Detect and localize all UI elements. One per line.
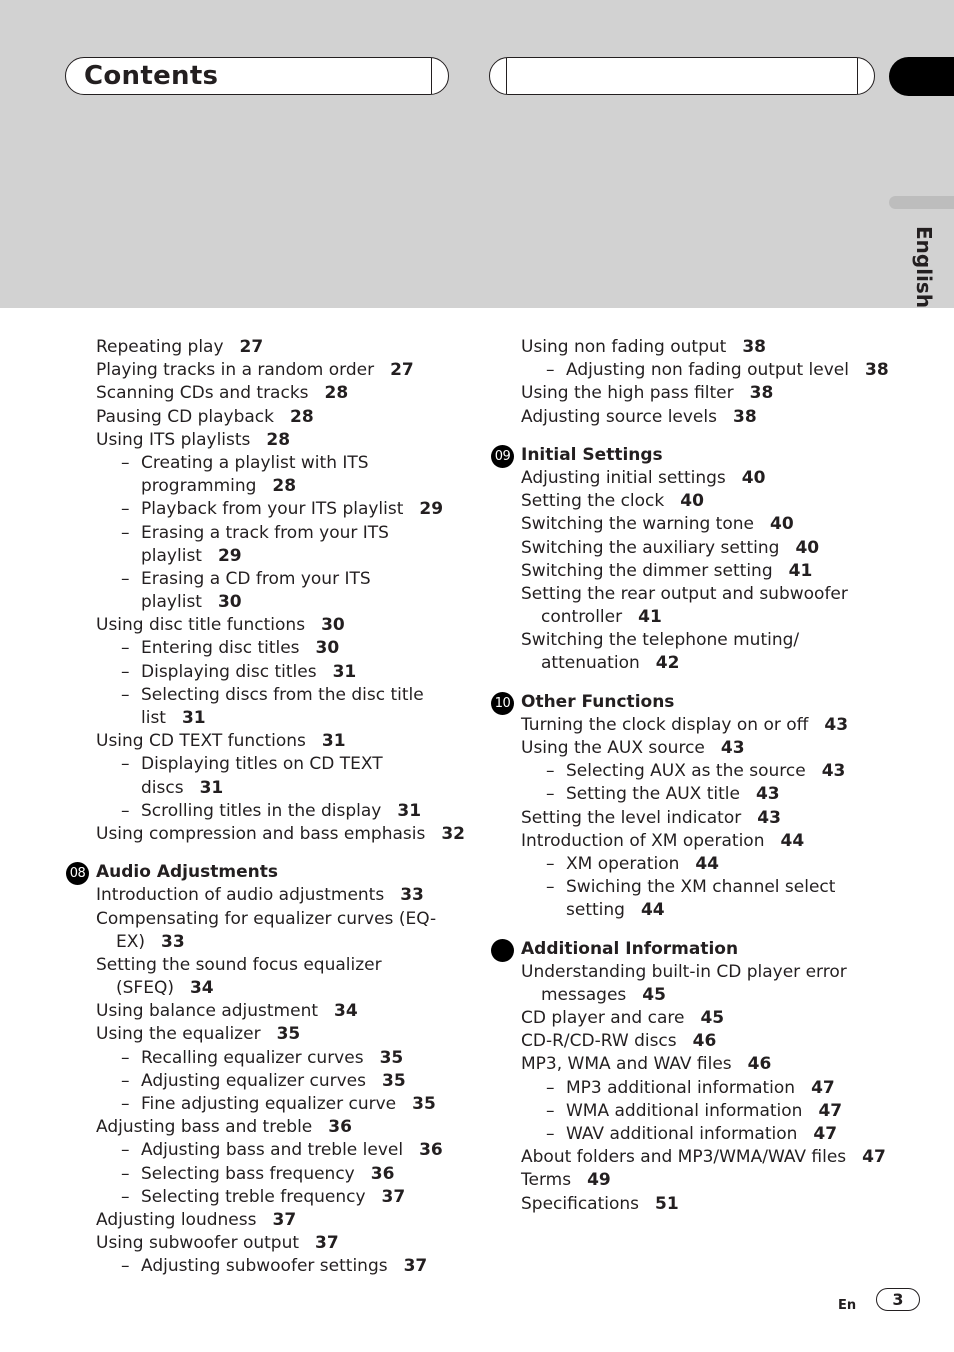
toc-page-number: 31 bbox=[332, 661, 357, 682]
toc-page-number: 44 bbox=[640, 900, 665, 921]
toc-entry[interactable] bbox=[65, 522, 475, 545]
toc-page-number: 31 bbox=[397, 800, 422, 821]
toc-entry[interactable] bbox=[65, 954, 475, 977]
toc-entry[interactable] bbox=[490, 1169, 890, 1192]
toc-page-number: 47 bbox=[811, 1077, 835, 1098]
toc-entry-title: Scrolling titles in the display bbox=[141, 800, 382, 821]
toc-entry-title: Setting the level indicator bbox=[521, 807, 742, 828]
page-title: Contents bbox=[84, 61, 219, 91]
toc-page-number: 43 bbox=[821, 761, 846, 782]
toc-page-number: 32 bbox=[441, 823, 466, 844]
toc-entry-title: Recalling equalizer curves bbox=[141, 1047, 364, 1068]
toc-right-column bbox=[490, 336, 890, 1216]
toc-page-number: 51 bbox=[655, 1193, 679, 1214]
dash-bullet: – bbox=[121, 754, 130, 775]
toc-page-number: 46 bbox=[692, 1031, 717, 1052]
toc-entry-title: Using subwoofer output bbox=[96, 1233, 300, 1254]
toc-entry[interactable] bbox=[65, 661, 475, 684]
toc-page-number: 31 bbox=[199, 777, 224, 798]
toc-page-number: 41 bbox=[788, 560, 813, 581]
toc-entry[interactable] bbox=[65, 823, 475, 846]
toc-entry[interactable] bbox=[65, 777, 475, 800]
toc-entry[interactable] bbox=[490, 853, 890, 876]
language-tab-label: English bbox=[912, 226, 936, 309]
toc-entry[interactable] bbox=[490, 382, 890, 405]
toc-entry[interactable] bbox=[490, 560, 890, 583]
toc-entry[interactable] bbox=[490, 714, 890, 737]
toc-entry-title: Using CD TEXT functions bbox=[96, 731, 306, 752]
toc-page-number: 36 bbox=[419, 1140, 443, 1161]
toc-entry[interactable] bbox=[490, 1193, 890, 1216]
toc-entry[interactable] bbox=[490, 807, 890, 830]
dash-bullet: – bbox=[121, 1094, 130, 1114]
toc-page-number: 28 bbox=[290, 406, 314, 427]
toc-entry-title: Setting the AUX title bbox=[566, 784, 740, 805]
toc-page-number: 40 bbox=[795, 537, 820, 558]
toc-entry[interactable] bbox=[65, 1186, 475, 1209]
toc-entry-title: Erasing a CD from your ITS bbox=[141, 568, 371, 589]
toc-entry-title: Using balance adjustment bbox=[96, 1001, 319, 1022]
toc-page-number: 28 bbox=[324, 383, 349, 404]
toc-page-number: 47 bbox=[818, 1100, 843, 1121]
toc-entry-title: Scanning CDs and tracks bbox=[96, 383, 309, 404]
dash-bullet: – bbox=[121, 1163, 130, 1184]
toc-entry[interactable] bbox=[490, 1007, 890, 1030]
toc-entry[interactable] bbox=[65, 800, 475, 823]
toc-page-number: 30 bbox=[217, 592, 242, 613]
toc-entry[interactable] bbox=[490, 1053, 890, 1076]
toc-page-number: 38 bbox=[864, 360, 889, 381]
dash-bullet: – bbox=[546, 761, 555, 782]
toc-entry[interactable] bbox=[490, 1100, 890, 1123]
toc-entry-title: Selecting bass frequency bbox=[141, 1163, 355, 1184]
toc-entry-title: Terms bbox=[521, 1170, 572, 1191]
toc-entry[interactable] bbox=[65, 1070, 475, 1093]
dash-bullet: – bbox=[546, 1077, 555, 1098]
toc-entry-title: Switching the dimmer setting bbox=[521, 560, 773, 581]
toc-page-number: 30 bbox=[315, 638, 340, 659]
page-number: 3 bbox=[876, 1288, 920, 1311]
section-title: Other Functions bbox=[521, 691, 675, 712]
toc-page-number: 30 bbox=[321, 615, 345, 636]
dash-bullet: – bbox=[121, 499, 130, 520]
toc-entry-title: WAV additional information bbox=[566, 1124, 798, 1144]
toc-entry-title: Using ITS playlists bbox=[96, 429, 251, 450]
toc-entry-title: Switching the auxiliary setting bbox=[521, 537, 780, 558]
toc-entry-title: programming bbox=[141, 476, 257, 497]
dash-bullet: – bbox=[121, 661, 130, 682]
toc-entry-title: playlist bbox=[141, 592, 202, 613]
toc-page-number: 34 bbox=[334, 1001, 358, 1022]
toc-page-number: 37 bbox=[272, 1209, 297, 1230]
toc-entry-title: Adjusting bass and treble level bbox=[141, 1140, 404, 1161]
toc-page-number: 35 bbox=[381, 1070, 406, 1091]
toc-entry-title: attenuation bbox=[541, 653, 640, 674]
toc-entry[interactable] bbox=[65, 1023, 475, 1046]
toc-page-number: 41 bbox=[638, 607, 662, 628]
toc-entry-title: controller bbox=[541, 607, 623, 628]
toc-entry[interactable] bbox=[65, 753, 475, 776]
toc-page-number: 29 bbox=[217, 545, 242, 566]
toc-entry[interactable] bbox=[65, 730, 475, 753]
toc-entry[interactable] bbox=[490, 336, 890, 359]
toc-entry[interactable] bbox=[65, 1093, 475, 1116]
toc-entry[interactable] bbox=[490, 606, 890, 629]
toc-entry[interactable] bbox=[490, 876, 890, 899]
toc-entry-title: Adjusting source levels bbox=[521, 406, 717, 427]
toc-entry-title: Selecting treble frequency bbox=[141, 1186, 366, 1207]
toc-page-number: 36 bbox=[328, 1117, 352, 1138]
toc-page-number: 47 bbox=[862, 1147, 886, 1168]
toc-page-number: 28 bbox=[266, 429, 291, 450]
toc-entry-title: (SFEQ) bbox=[116, 978, 174, 999]
toc-entry-title: Introduction of audio adjustments bbox=[96, 885, 385, 906]
toc-entry-title: Using disc title functions bbox=[96, 615, 306, 636]
toc-page-number: 31 bbox=[321, 731, 346, 752]
dash-bullet: – bbox=[546, 1124, 555, 1144]
toc-entry-title: XM operation bbox=[566, 853, 680, 874]
footer-language: En bbox=[838, 1298, 857, 1313]
toc-page-number: 43 bbox=[720, 738, 745, 758]
toc-left-column bbox=[65, 336, 475, 1279]
toc-entry-title: Displaying disc titles bbox=[141, 661, 317, 682]
toc-entry[interactable] bbox=[65, 1116, 475, 1139]
toc-entry[interactable] bbox=[65, 637, 475, 660]
toc-entry[interactable] bbox=[490, 490, 890, 513]
toc-entry-title: Switching the warning tone bbox=[521, 514, 754, 535]
dash-bullet: – bbox=[546, 1100, 555, 1121]
toc-entry-title: Adjusting bass and treble bbox=[96, 1117, 313, 1138]
toc-entry[interactable] bbox=[65, 336, 475, 359]
toc-entry[interactable] bbox=[490, 406, 890, 429]
toc-entry-title: Swiching the XM channel select bbox=[566, 877, 836, 898]
toc-entry[interactable] bbox=[65, 884, 475, 907]
toc-entry-title: Adjusting subwoofer settings bbox=[141, 1256, 388, 1277]
toc-page-number: 33 bbox=[400, 885, 424, 906]
toc-entry[interactable] bbox=[65, 406, 475, 429]
toc-entry-title: messages bbox=[541, 984, 627, 1005]
toc-entry[interactable] bbox=[490, 629, 890, 652]
toc-page-number: 37 bbox=[381, 1186, 406, 1207]
toc-page-number: 38 bbox=[749, 383, 774, 404]
toc-entry[interactable] bbox=[490, 760, 890, 783]
toc-section-heading[interactable] bbox=[490, 938, 890, 961]
toc-page-number: 35 bbox=[379, 1047, 404, 1068]
toc-entry-title: Selecting AUX as the source bbox=[566, 761, 806, 782]
toc-entry-title: playlist bbox=[141, 545, 202, 566]
empty-header-box bbox=[489, 57, 875, 95]
toc-entry[interactable] bbox=[65, 908, 475, 931]
dash-bullet: – bbox=[121, 1047, 130, 1068]
toc-entry[interactable] bbox=[490, 1077, 890, 1100]
toc-entry-title: About folders and MP3/WMA/WAV files bbox=[521, 1147, 847, 1168]
toc-entry-title: Adjusting equalizer curves bbox=[141, 1070, 366, 1091]
section-number-badge: 08 bbox=[66, 862, 89, 885]
toc-page-number: 27 bbox=[239, 337, 264, 357]
toc-page-number: 40 bbox=[769, 514, 794, 535]
toc-page-number: 40 bbox=[680, 491, 704, 512]
toc-entry-title: Setting the rear output and subwoofer bbox=[521, 583, 848, 604]
toc-entry[interactable] bbox=[490, 899, 890, 922]
toc-page-number: 37 bbox=[315, 1233, 339, 1254]
toc-page-number: 35 bbox=[276, 1024, 301, 1045]
toc-entry-title: Using compression and bass emphasis bbox=[96, 823, 426, 844]
toc-entry[interactable] bbox=[490, 513, 890, 536]
toc-entry[interactable] bbox=[65, 614, 475, 637]
toc-entry[interactable] bbox=[490, 1123, 890, 1146]
dash-bullet: – bbox=[546, 360, 555, 381]
toc-entry[interactable] bbox=[65, 452, 475, 475]
toc-entry[interactable] bbox=[490, 359, 890, 382]
toc-entry-title: EX) bbox=[116, 931, 146, 952]
toc-entry[interactable] bbox=[490, 467, 890, 490]
dash-bullet: – bbox=[121, 800, 130, 821]
toc-entry[interactable] bbox=[65, 591, 475, 614]
dash-bullet: – bbox=[121, 1256, 130, 1277]
dash-bullet: – bbox=[121, 1140, 130, 1161]
toc-page-number: 28 bbox=[272, 476, 297, 497]
toc-entry-title: Introduction of XM operation bbox=[521, 830, 765, 851]
section-title: Audio Adjustments bbox=[96, 862, 278, 883]
toc-page-number: 27 bbox=[390, 360, 414, 381]
title-box bbox=[65, 57, 449, 95]
toc-entry-title: CD-R/CD-RW discs bbox=[521, 1031, 677, 1052]
toc-entry-title: MP3, WMA and WAV files bbox=[521, 1054, 732, 1075]
toc-entry[interactable] bbox=[65, 977, 475, 1000]
toc-page-number: 40 bbox=[741, 467, 766, 488]
toc-page-number: 44 bbox=[695, 853, 720, 874]
toc-entry[interactable] bbox=[490, 961, 890, 984]
dash-bullet: – bbox=[121, 452, 130, 473]
section-tab-marker bbox=[889, 57, 954, 96]
toc-entry-title: Adjusting loudness bbox=[96, 1209, 257, 1230]
toc-section-heading[interactable] bbox=[65, 861, 475, 884]
toc-page-number: 33 bbox=[161, 931, 185, 952]
toc-entry[interactable] bbox=[65, 568, 475, 591]
toc-entry-title: Setting the clock bbox=[521, 491, 665, 512]
toc-entry[interactable] bbox=[65, 498, 475, 521]
toc-entry[interactable] bbox=[65, 1000, 475, 1023]
toc-page-number: 37 bbox=[403, 1256, 428, 1277]
dash-bullet: – bbox=[121, 1186, 130, 1207]
toc-entry-title: Playing tracks in a random order bbox=[96, 360, 375, 381]
toc-page-number: 47 bbox=[813, 1124, 838, 1144]
toc-page-number: 43 bbox=[757, 807, 781, 828]
toc-entry[interactable] bbox=[490, 652, 890, 675]
toc-entry-title: Repeating play bbox=[96, 337, 224, 357]
toc-entry[interactable] bbox=[490, 783, 890, 806]
section-number-badge: 10 bbox=[491, 692, 514, 715]
toc-entry-title: Using the high pass filter bbox=[521, 383, 734, 404]
toc-entry-title: Entering disc titles bbox=[141, 638, 300, 659]
toc-entry-title: Specifications bbox=[521, 1193, 640, 1214]
toc-entry[interactable] bbox=[65, 429, 475, 452]
toc-entry-title: discs bbox=[141, 777, 184, 798]
language-tab-marker bbox=[889, 196, 954, 209]
dash-bullet: – bbox=[121, 1070, 130, 1091]
toc-entry[interactable] bbox=[65, 1232, 475, 1255]
toc-entry[interactable] bbox=[490, 830, 890, 853]
dash-bullet: – bbox=[121, 522, 130, 543]
toc-entry-title: Turning the clock display on or off bbox=[521, 714, 809, 735]
toc-entry-title: Erasing a track from your ITS bbox=[141, 522, 389, 543]
toc-page-number: 29 bbox=[419, 499, 444, 520]
toc-entry-title: setting bbox=[566, 900, 625, 921]
toc-entry-title: Using non fading output bbox=[521, 337, 727, 357]
toc-page-number: 43 bbox=[824, 714, 849, 735]
toc-entry-title: Playback from your ITS playlist bbox=[141, 499, 404, 520]
toc-page-number: 34 bbox=[189, 978, 214, 999]
toc-entry-title: Understanding built-in CD player error bbox=[521, 961, 847, 982]
dash-bullet: – bbox=[121, 638, 130, 659]
toc-entry-title: Setting the sound focus equalizer bbox=[96, 954, 382, 975]
toc-entry[interactable] bbox=[490, 537, 890, 560]
toc-page-number: 38 bbox=[742, 337, 766, 357]
dash-bullet: – bbox=[121, 684, 130, 705]
toc-entry[interactable] bbox=[65, 684, 475, 707]
toc-page-number: 31 bbox=[181, 708, 206, 728]
toc-entry-title: Displaying titles on CD TEXT bbox=[141, 754, 383, 775]
toc-entry[interactable] bbox=[490, 1030, 890, 1053]
toc-entry-title: Using the AUX source bbox=[521, 738, 705, 758]
section-title: Initial Settings bbox=[521, 444, 663, 465]
toc-page-number: 43 bbox=[755, 784, 780, 805]
toc-entry-title: Fine adjusting equalizer curve bbox=[141, 1094, 397, 1114]
toc-entry-title: CD player and care bbox=[521, 1008, 685, 1029]
toc-page-number: 35 bbox=[412, 1094, 436, 1114]
dash-bullet: – bbox=[546, 784, 555, 805]
toc-entry[interactable] bbox=[65, 1139, 475, 1162]
section-title: Additional Information bbox=[521, 938, 739, 959]
toc-section-heading[interactable] bbox=[490, 691, 890, 714]
toc-page-number: 45 bbox=[700, 1008, 725, 1029]
toc-page-number: 45 bbox=[642, 984, 666, 1005]
toc-entry-title: Selecting discs from the disc title bbox=[141, 684, 424, 705]
toc-page-number: 44 bbox=[780, 830, 805, 851]
dash-bullet: – bbox=[121, 568, 130, 589]
toc-entry[interactable] bbox=[490, 984, 890, 1007]
toc-entry-title: Switching the telephone muting/ bbox=[521, 630, 800, 651]
section-number-badge bbox=[491, 939, 514, 962]
toc-page-number: 36 bbox=[370, 1163, 395, 1184]
toc-entry[interactable] bbox=[65, 382, 475, 405]
dash-bullet: – bbox=[546, 853, 555, 874]
toc-entry[interactable] bbox=[65, 931, 475, 954]
toc-entry-title: Adjusting initial settings bbox=[521, 467, 726, 488]
toc-entry[interactable] bbox=[65, 1047, 475, 1070]
section-number-badge: 09 bbox=[491, 445, 514, 468]
dash-bullet: – bbox=[546, 877, 555, 898]
toc-entry-title: Using the equalizer bbox=[96, 1024, 261, 1045]
toc-entry-title: MP3 additional information bbox=[566, 1077, 796, 1098]
toc-entry-title: Compensating for equalizer curves (EQ- bbox=[96, 908, 437, 929]
toc-page-number: 42 bbox=[655, 653, 680, 674]
toc-entry-title: WMA additional information bbox=[566, 1100, 803, 1121]
toc-entry[interactable] bbox=[490, 583, 890, 606]
toc-entry[interactable] bbox=[65, 1209, 475, 1232]
header-band bbox=[0, 0, 954, 308]
toc-page-number: 46 bbox=[747, 1054, 772, 1075]
toc-entry[interactable] bbox=[490, 1146, 890, 1169]
toc-entry[interactable] bbox=[65, 1255, 475, 1278]
toc-entry[interactable] bbox=[65, 359, 475, 382]
toc-entry-title: list bbox=[141, 708, 166, 728]
toc-page-number: 38 bbox=[732, 406, 757, 427]
toc-entry[interactable] bbox=[65, 707, 475, 730]
toc-entry[interactable] bbox=[65, 545, 475, 568]
toc-entry[interactable] bbox=[65, 475, 475, 498]
toc-entry-title: Creating a playlist with ITS bbox=[141, 452, 369, 473]
toc-entry-title: Adjusting non fading output level bbox=[566, 360, 849, 381]
toc-page-number: 49 bbox=[587, 1170, 611, 1191]
toc-entry[interactable] bbox=[65, 1163, 475, 1186]
toc-section-heading[interactable] bbox=[490, 444, 890, 467]
toc-entry[interactable] bbox=[490, 737, 890, 760]
toc-entry-title: Pausing CD playback bbox=[96, 406, 274, 427]
